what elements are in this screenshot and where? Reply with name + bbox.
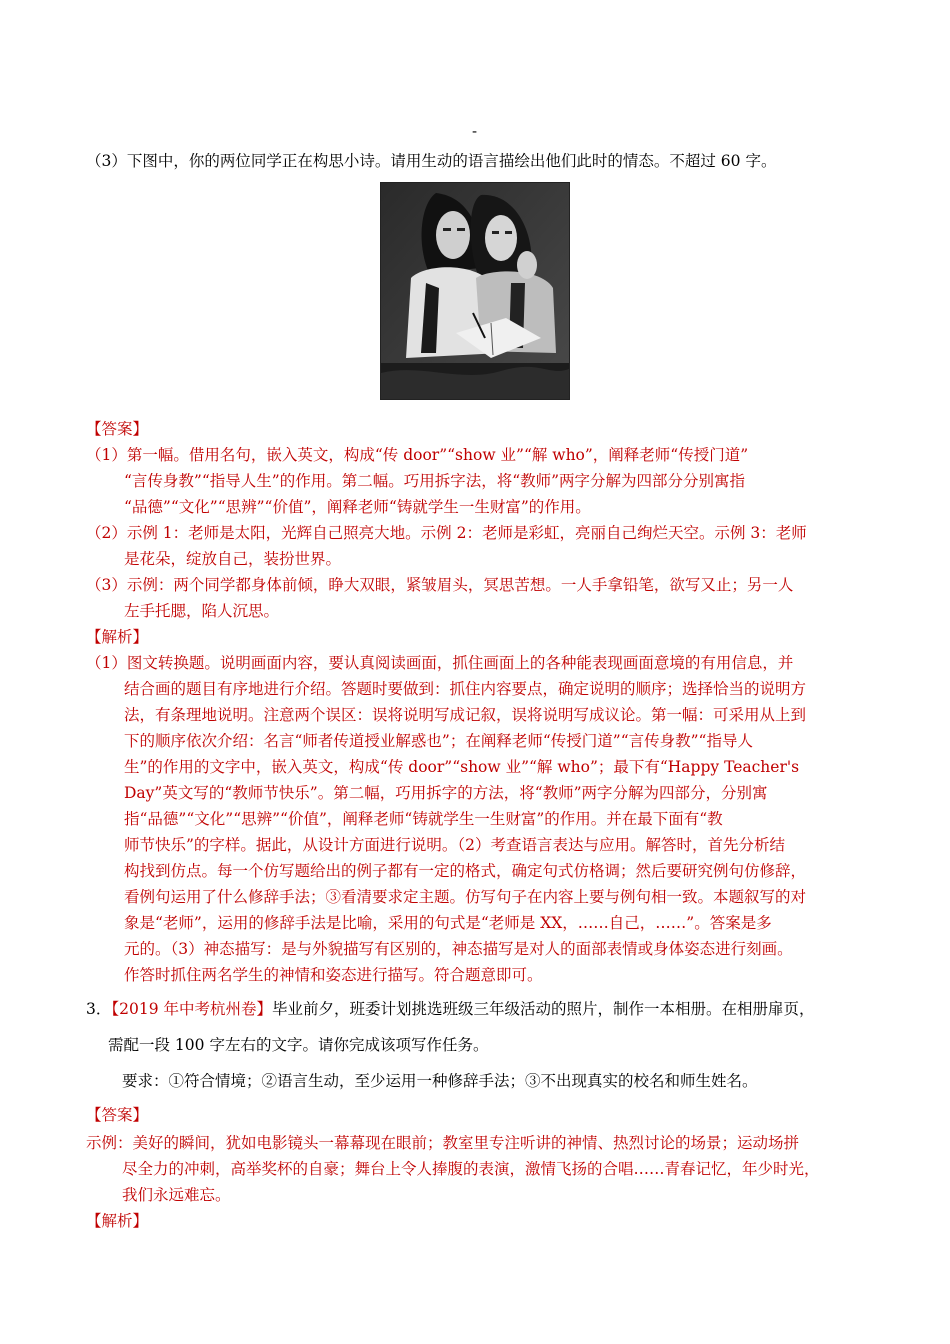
analysis2-heading: 【解析】 bbox=[86, 1212, 149, 1230]
answer2-heading: 【答案】 bbox=[86, 1106, 149, 1124]
answer2-line-1: 示例：美好的瞬间，犹如电影镜头一幕幕现在眼前；教室里专注听讲的神情、热烈讨论的场景；运动场拼 bbox=[86, 1134, 800, 1152]
analysis-line-9: 构找到仿点。每一个仿写题给出的例子都有一定的格式，确定句式仿格调；然后要研究例句仿修辞， bbox=[124, 862, 807, 880]
answer-line-7: 左手托腮，陷人沉思。 bbox=[124, 602, 280, 620]
analysis-line-2: 结合画的题目有序地进行介绍。答题时要做到：抓住内容要点，确定说明的顺序；选择恰当的说明方 bbox=[124, 680, 807, 698]
answer2-line-3: 我们永远难忘。 bbox=[122, 1186, 231, 1204]
analysis-line-5: 生”的作用的文字中，嵌入英文，构成“传 door”“show 业”“解 who”；最下有“Happy Teacher's bbox=[124, 758, 800, 776]
answer2-line-2: 尽全力的冲刺，高举奖杯的自豪；舞台上令人捧腹的表演，激情飞扬的合唱……青春记忆，年少时光， bbox=[122, 1160, 820, 1178]
analysis-line-13: 作答时抓住两名学生的神情和姿态进行描写。符合题意即可。 bbox=[124, 966, 543, 984]
two-students-photo bbox=[380, 182, 570, 400]
analysis-line-11: 象是“老师”，运用的修辞手法是比喻，采用的句式是“老师是 XX，……自己，……”。答案是多 bbox=[124, 914, 772, 932]
analysis-line-7: 指“品德”“文化”“思辨”“价值”，阐释老师“铸就学生一生财富”的作用。并在最下面有“教 bbox=[124, 810, 723, 828]
answer-line-6: （3）示例：两个同学都身体前倾，睁大双眼，紧皱眉头，冥思苦想。一人手拿铅笔，欲写又止；另一人 bbox=[86, 576, 794, 594]
question-3-line-2: 需配一段 100 字左右的文字。请你完成该项写作任务。 bbox=[108, 1036, 489, 1054]
analysis-line-10: 看例句运用了什么修辞手法；③看清要求定主题。仿写句子在内容上要与例句相一致。本题叙写的对 bbox=[124, 888, 807, 906]
analysis-line-12: 元的。（3）神态描写：是与外貌描写有区别的，神态描写是对人的面部表情或身体姿态进行刻画。 bbox=[124, 940, 793, 958]
analysis-heading: 【解析】 bbox=[86, 628, 149, 646]
question-3-line-1 bbox=[86, 996, 815, 1022]
header-dash: - bbox=[472, 122, 478, 140]
question-3-requirements: 要求：①符合情境；②语言生动，至少运用一种修辞手法；③不出现真实的校名和师生姓名。 bbox=[122, 1072, 758, 1090]
analysis-line-1: （1）图文转换题。说明画面内容，要认真阅读画面，抓住画面上的各种能表现画面意境的有用信息，并 bbox=[86, 654, 794, 672]
analysis-line-3: 法，有条理地说明。注意两个误区：误将说明写成记叙，误将说明写成议论。第一幅：可采用从上到 bbox=[124, 706, 807, 724]
analysis-line-6: Day”英文写的“教师节快乐”。第二幅，巧用拆字的方法，将“教师”两字分解为四部分，分别寓 bbox=[124, 784, 768, 802]
question-3-prompt: （3）下图中，你的两位同学正在构思小诗。请用生动的语言描绘出他们此时的情态。不超过 60 字。 bbox=[86, 152, 777, 170]
answer-line-2: “言传身教”“指导人生”的作用。第二幅。巧用拆字法，将“教师”两字分解为四部分分别寓指 bbox=[124, 472, 746, 490]
analysis-line-8: 师节快乐”的字样。据此，从设计方面进行说明。（2）考查语言表达与应用。解答时，首先分析结 bbox=[124, 836, 786, 854]
answer-line-1: （1）第一幅。借用名句，嵌入英文，构成“传 door”“show 业”“解 who”，阐释老师“传授门道” bbox=[86, 446, 749, 464]
question-number: 3． bbox=[86, 1000, 112, 1018]
answer-line-4: （2）示例 1：老师是太阳，光辉自己照亮大地。示例 2：老师是彩虹，亮丽自己绚烂天空。示例 3：老师 bbox=[86, 524, 807, 542]
answer-line-5: 是花朵，绽放自己，装扮世界。 bbox=[124, 550, 342, 568]
question-source: 【2019 年中考杭州卷】 bbox=[111, 1000, 272, 1018]
question-text-1: 毕业前夕，班委计划挑选班级三年级活动的照片，制作一本相册。在相册扉页， bbox=[272, 1000, 815, 1018]
analysis-line-4: 下的顺序依次介绍：名言“师者传道授业解惑也”；在阐释老师“传授门道”“言传身教”“指导人 bbox=[124, 732, 753, 750]
answer-line-3: “品德”“文化”“思辨”“价值”，阐释老师“铸就学生一生财富”的作用。 bbox=[124, 498, 591, 516]
answer-heading: 【答案】 bbox=[86, 420, 149, 438]
